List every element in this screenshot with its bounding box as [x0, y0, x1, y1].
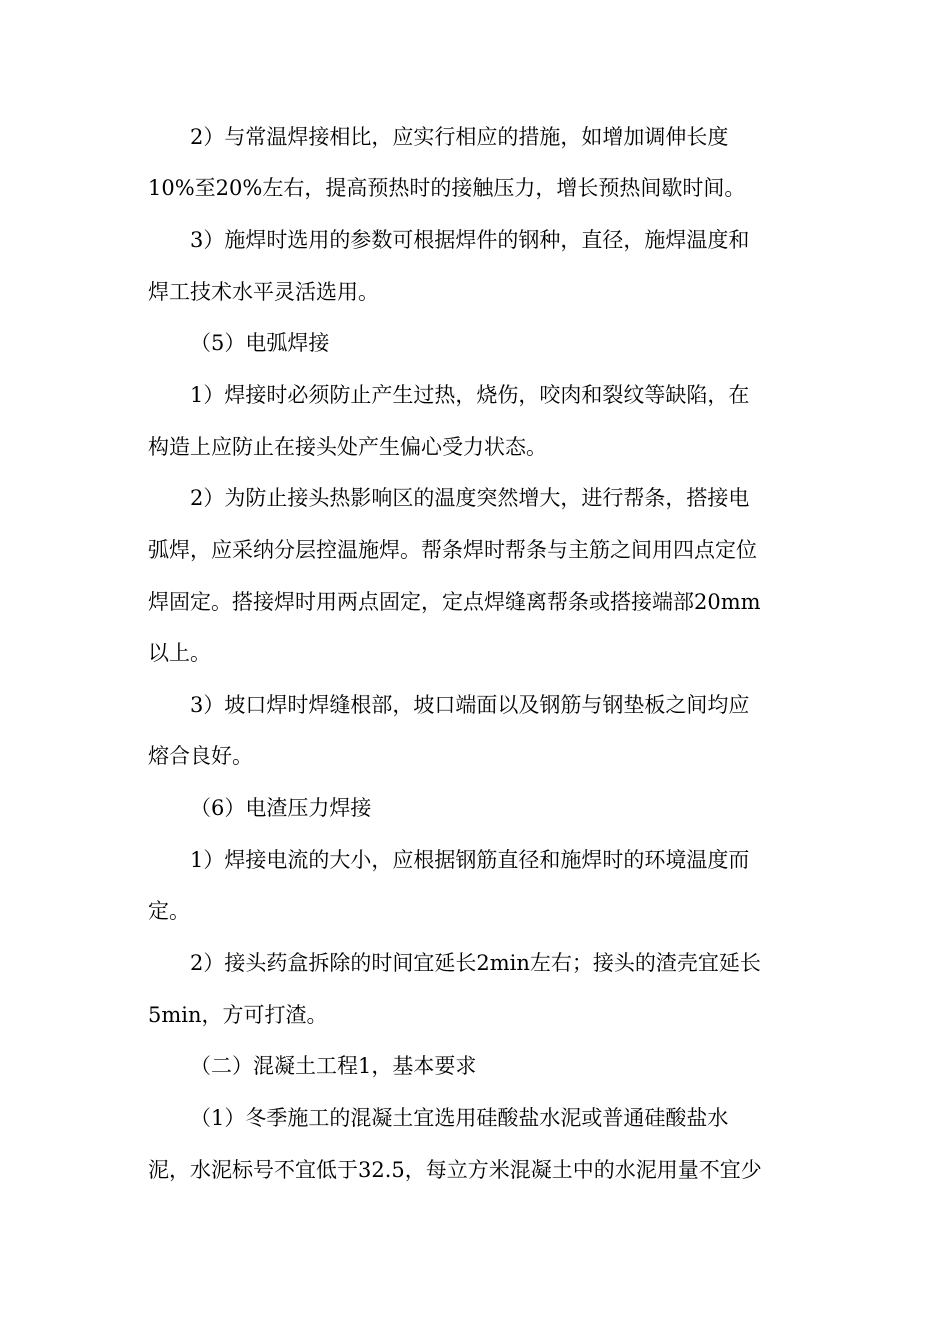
paragraph-line: 以上。 — [148, 641, 211, 665]
paragraph-line: 3）施焊时选用的参数可根据焊件的钢种，直径，施焊温度和 — [190, 228, 750, 252]
paragraph-line: 2）与常温焊接相比，应实行相应的措施，如增加调伸长度 — [190, 125, 729, 149]
paragraph-line: 5min，方可打渣。 — [148, 1003, 328, 1027]
section-heading: （6）电渣压力焊接 — [190, 796, 372, 820]
paragraph-line: 构造上应防止在接头处产生偏心受力状态。 — [148, 435, 547, 459]
paragraph-line: 2）为防止接头热影响区的温度突然增大，进行帮条，搭接电 — [190, 486, 750, 510]
paragraph-line: 弧焊，应采纳分层控温施焊。帮条焊时帮条与主筋之间用四点定位 — [148, 538, 757, 562]
paragraph-line: 泥，水泥标号不宜低于32.5，每立方米混凝土中的水泥用量不宜少 — [148, 1158, 762, 1182]
paragraph-line: （1）冬季施工的混凝土宜选用硅酸盐水泥或普通硅酸盐水 — [190, 1106, 729, 1130]
paragraph-line: 焊工技术水平灵活选用。 — [148, 280, 379, 304]
section-heading: （5）电弧焊接 — [190, 331, 330, 355]
paragraph-line: 熔合良好。 — [148, 744, 253, 768]
paragraph-line: 1）焊接电流的大小，应根据钢筋直径和施焊时的环境温度而 — [190, 848, 750, 872]
paragraph-line: 1）焊接时必须防止产生过热，烧伤，咬肉和裂纹等缺陷，在 — [190, 383, 750, 407]
paragraph-line: 10%至20%左右，提高预热时的接触压力，增长预热间歇时间。 — [148, 176, 746, 200]
paragraph-line: 3）坡口焊时焊缝根部，坡口端面以及钢筋与钢垫板之间均应 — [190, 693, 750, 717]
section-heading: （二）混凝土工程1，基本要求 — [190, 1054, 477, 1078]
paragraph-line: 焊固定。搭接焊时用两点固定，定点焊缝离帮条或搭接端部20mm — [148, 590, 761, 614]
paragraph-line: 2）接头药盒拆除的时间宜延长2min左右；接头的渣壳宜延长 — [190, 951, 761, 975]
paragraph-line: 定。 — [148, 899, 190, 923]
